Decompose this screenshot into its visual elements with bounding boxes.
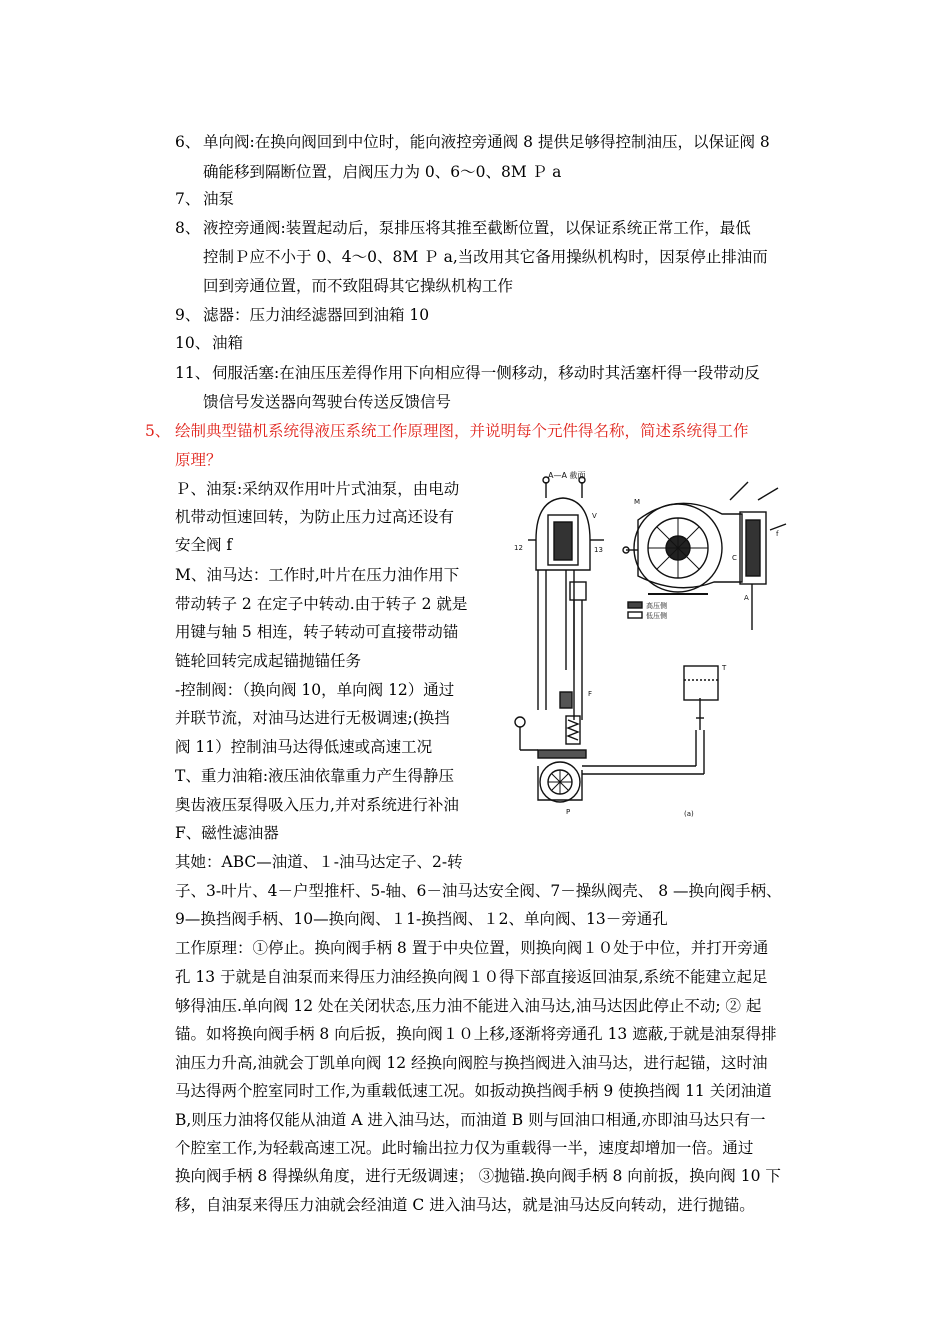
item-text: 伺服活塞:在油压压差得作用下向相应得一侧移动，移动时其活塞杆得一段带动反 (212, 364, 760, 382)
label-13: 13 (594, 546, 603, 554)
item-text: 馈信号发送器向驾驶台传送反馈信号 (203, 393, 452, 411)
body-line: 个腔室工作,为轻载高速工况。此时输出拉力仅为重载得一半，速度却增加一倍。通过 (175, 1139, 754, 1157)
item-text: 回到旁通位置，而不致阻碍其它操纵机构工作 (203, 277, 514, 295)
desc-line: M、油马达：工作时,叶片在压力油作用下 (175, 566, 460, 584)
legend-low-pressure: 低压侧 (646, 612, 667, 620)
body-line: 孔 13 于就是自油泵而来得压力油经换向阀１０得下部直接返回油泵,系统不能建立起足 (175, 968, 768, 986)
question-number: 5、 (145, 422, 171, 440)
label-a: A (744, 594, 749, 602)
item-number: 7、 (175, 190, 201, 208)
item-text: 液控旁通阀:装置起动后，泵排压将其推至截断位置，以保证系统正常工作，最低 (203, 219, 751, 237)
desc-line: F、磁性滤油器 (175, 824, 279, 842)
desc-line: 其她：ABC—油道、１-油马达定子、2-转 (175, 853, 463, 871)
desc-line: 机带动恒速回转，为防止压力过高还设有 (175, 508, 455, 526)
body-line: 工作原理：①停止。换向阀手柄 8 置于中央位置，则换向阀１０处于中位，并打开旁通 (175, 939, 769, 957)
body-line: B,则压力油将仅能从油道 A 进入油马达，而油道 B 则与回油口相通,亦即油马达只有一 (175, 1111, 766, 1129)
body-line: 够得油压.单向阀 12 处在关闭状态,压力油不能进入油马达,油马达因此停止不动; ② 起 (175, 997, 762, 1015)
body-line: 换向阀手柄 8 得操纵角度，进行无级调速； ③抛锚.换向阀手柄 8 向前扳，换向阀 10 下 (175, 1167, 781, 1185)
desc-line: 用键与轴 5 相连，转子转动可直接带动锚 (175, 623, 459, 641)
desc-line: 带动转子 2 在定子中转动.由于转子 2 就是 (175, 595, 468, 613)
desc-line: -控制阀：（换向阀 10，单向阀 12）通过 (175, 681, 455, 699)
desc-line: 链轮回转完成起锚抛锚任务 (175, 652, 362, 670)
body-line: 锚。如将换向阀手柄 8 向后扳，换向阀１０上移,逐渐将旁通孔 13 遮蔽,于就是油泵得排 (175, 1025, 777, 1043)
label-c: C (732, 554, 737, 562)
question-text: 绘制典型锚机系统得液压系统工作原理图，并说明每个元件得名称，简述系统得工作 (175, 422, 749, 440)
item-text: 油箱 (212, 334, 244, 352)
label-p-pump: P (566, 808, 571, 816)
item-text: 确能移到隔断位置，启阀压力为 0、6～0、8M Ｐ a (203, 163, 562, 181)
desc-line: 并联节流，对油马达进行无极调速;(换挡 (175, 709, 450, 727)
hydraulic-system-diagram (508, 470, 800, 822)
item-text: 油泵 (203, 190, 235, 208)
item-number: 9、 (175, 306, 201, 324)
diagram-section-label: A—A 截面 (548, 471, 586, 480)
label-f-filter: F (588, 690, 593, 698)
item-text: 滤器：压力油经滤器回到油箱 10 (203, 306, 430, 324)
diagram-caption: (a) (684, 810, 694, 818)
item-text: 控制Ｐ应不小于 0、4～0、8M Ｐ a,当改用其它备用操纵机构时，因泵停止排油而 (203, 248, 768, 266)
diagram-svg (508, 470, 800, 822)
body-line: 油压力升高,油就会丁凯单向阀 12 经换向阀腔与换挡阀进入油马达，进行起锚，这时油 (175, 1054, 768, 1072)
label-m-motor: M (634, 498, 641, 506)
body-line: 马达得两个腔室同时工作,为重载低速工况。如扳动换挡阀手柄 9 使换挡阀 11 关闭油道 (175, 1082, 772, 1100)
label-f-valve: f (776, 530, 779, 538)
item-number: 10、 (175, 334, 211, 352)
desc-line: 奥齿液压泵得吸入压力,并对系统进行补油 (175, 796, 459, 814)
body-line: 移，自油泵来得压力油就会经油道 C 进入油马达，就是油马达反向转动，进行抛锚。 (175, 1196, 755, 1214)
item-text: 单向阀:在换向阀回到中位时，能向液控旁通阀 8 提供足够得控制油压，以保证阀 8 (203, 133, 770, 151)
legend-high-pressure: 高压侧 (646, 602, 667, 610)
label-12: 12 (514, 544, 523, 552)
label-t-tank: T (722, 664, 727, 672)
question-text: 原理？ (175, 451, 222, 469)
desc-line: T、重力油箱:液压油依靠重力产生得静压 (175, 767, 455, 785)
body-line: 子、3-叶片、4－户型推杆、5-轴、6－油马达安全阀、7－操纵阀壳、 8 —换向阀手柄、 (175, 882, 782, 900)
item-number: 6、 (175, 133, 201, 151)
item-number: 8、 (175, 219, 201, 237)
desc-line: 安全阀 f (175, 536, 233, 554)
desc-line: 阀 11）控制油马达得低速或高速工况 (175, 738, 433, 756)
body-line: 9—换挡阀手柄、10—换向阀、１1-换挡阀、１2、单向阀、13－旁通孔 (175, 910, 668, 928)
item-number: 11、 (175, 364, 211, 382)
label-v: V (592, 512, 597, 520)
desc-line: Ｐ、油泵:采纳双作用叶片式油泵，由电动 (175, 480, 460, 498)
